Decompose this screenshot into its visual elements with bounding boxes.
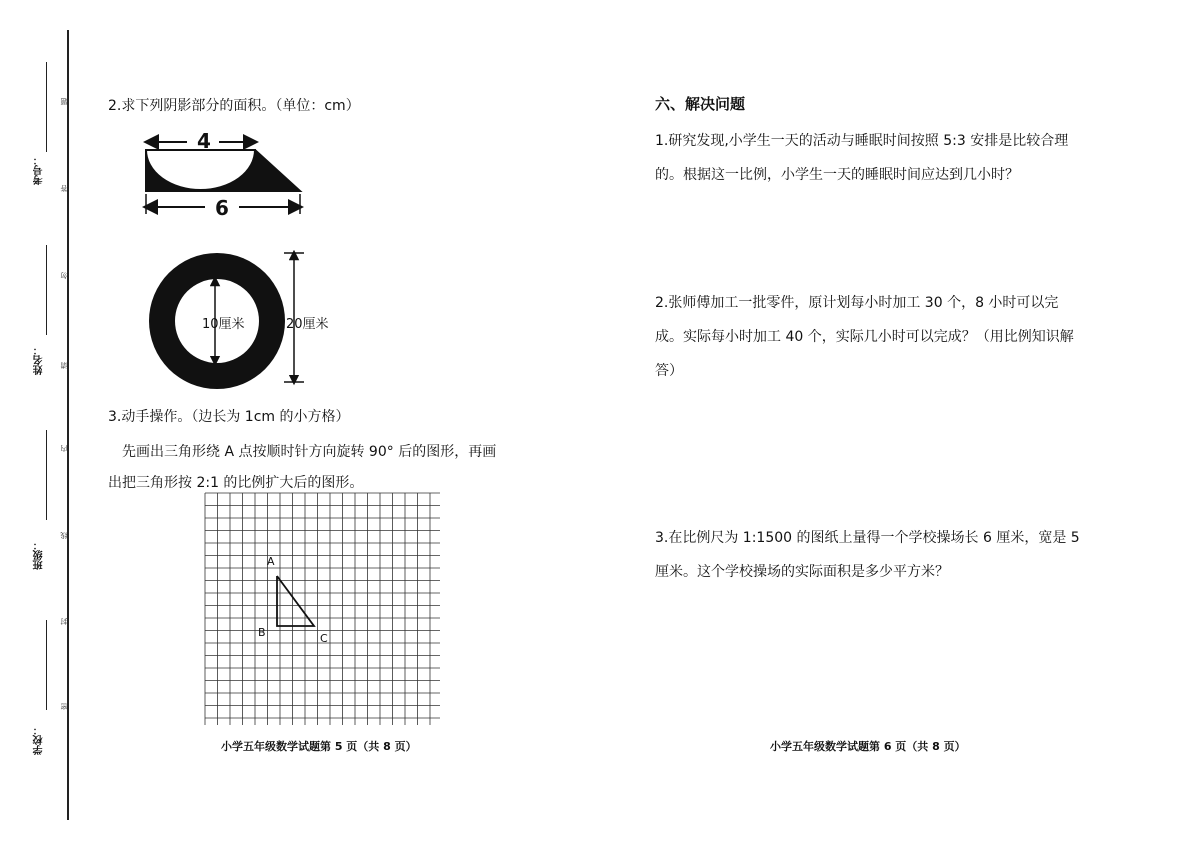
question-3-line-1: 先画出三角形绕 A 点按顺时针方向旋转 90° 后的图形，再画 bbox=[122, 444, 497, 460]
outer-diameter-label: 20厘米 bbox=[286, 317, 329, 332]
problem-1: 1.研究发现,小学生一天的活动与睡眠时间按照 5:3 安排是比较合理的。根据这一比例，小学生一天的睡眠时间应达到几小时？ bbox=[655, 133, 1069, 183]
square-grid bbox=[200, 490, 440, 725]
class-label: 班级： bbox=[34, 540, 45, 570]
answer-line-2 bbox=[46, 245, 47, 335]
section-six-title: 六、解决问题 bbox=[655, 95, 746, 113]
seal-char: 请 bbox=[60, 362, 68, 369]
top-length-label: 4 bbox=[197, 129, 211, 153]
school-label: 学校： bbox=[34, 725, 45, 755]
seal-char: 内 bbox=[60, 445, 68, 452]
point-a-label: A bbox=[267, 555, 275, 568]
seal-char: 答 bbox=[60, 185, 68, 192]
answer-line-3 bbox=[46, 430, 47, 520]
left-page-footer: 小学五年级数学试题第 5 页（共 8 页） bbox=[221, 740, 417, 753]
problem-2: 2.张师傅加工一批零件，原计划每小时加工 30 个，8 小时可以完成。实际每小时加工 40 个，实际几小时可以完成？（用比例知识解答） bbox=[655, 295, 1074, 379]
answer-line-1 bbox=[46, 62, 47, 152]
bottom-length-label: 6 bbox=[215, 196, 229, 220]
point-c-label: C bbox=[320, 632, 328, 645]
inner-diameter-label: 10厘米 bbox=[202, 317, 245, 332]
seal-char: 密 bbox=[60, 703, 68, 710]
triangle-abc bbox=[277, 576, 314, 626]
problem-3: 3.在比例尺为 1:1500 的图纸上量得一个学校操场长 6 厘米，宽是 5 厘米。这个学校操场的实际面积是多少平方米？ bbox=[655, 530, 1080, 580]
grid-lines bbox=[205, 493, 440, 725]
exam-number-label: 考号： bbox=[34, 155, 45, 185]
right-page-footer: 小学五年级数学试题第 6 页（共 8 页） bbox=[770, 740, 966, 753]
question-3-title: 3.动手操作。（边长为 1cm 的小方格） bbox=[108, 409, 350, 425]
seal-char: 勿 bbox=[60, 272, 68, 279]
seal-char: 封 bbox=[60, 618, 68, 625]
answer-line-4 bbox=[46, 620, 47, 710]
question-3-line-2: 出把三角形按 2:1 的比例扩大后的图形。 bbox=[108, 475, 364, 491]
seal-char: 题 bbox=[60, 98, 68, 105]
seal-char: 线 bbox=[60, 532, 68, 539]
question-2-title: 2.求下列阴影部分的面积。（单位：cm） bbox=[108, 98, 360, 114]
figure-trapezoid-semicircle bbox=[135, 128, 315, 220]
binding-line bbox=[67, 30, 69, 820]
point-b-label: B bbox=[258, 626, 266, 639]
name-label: 姓名： bbox=[34, 345, 45, 375]
figure-ring bbox=[140, 245, 345, 390]
